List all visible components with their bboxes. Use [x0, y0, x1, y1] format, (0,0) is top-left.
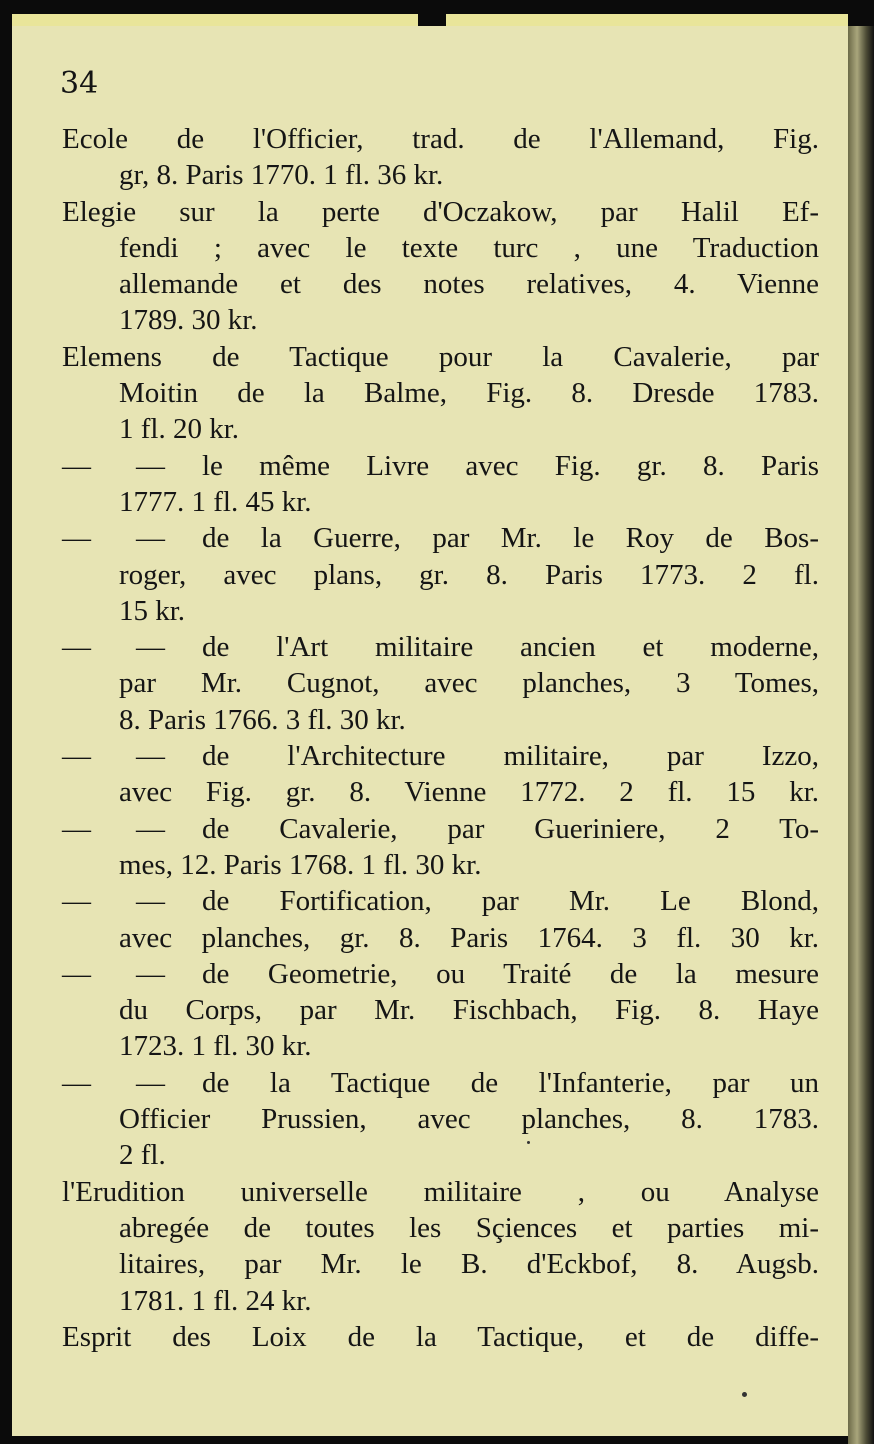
ditto-dash: —: [136, 522, 165, 555]
entry-continuation-line: 8. Paris 1766. 3 fl. 30 kr.: [119, 703, 406, 736]
ditto-dash: —: [136, 885, 165, 918]
ink-speck: [527, 1141, 530, 1144]
entry-continuation-line: Officier Prussien, avec planches, 8. 1783.: [119, 1103, 819, 1136]
catalogue-entry: [62, 1319, 819, 1355]
entry-title: de l'Architecture militaire, par Izzo,: [202, 740, 819, 773]
catalogue-entry: [62, 1065, 819, 1174]
entry-continuation-line: 15 kr.: [119, 594, 186, 627]
catalogue-entry: [62, 448, 819, 521]
ditto-dash: —: [62, 740, 91, 773]
entry-title: le même Livre avec Fig. gr. 8. Paris: [202, 449, 819, 482]
entry-title: Elegie sur la perte d'Oczakow, par Halil Ef-: [62, 195, 819, 228]
entry-continuation-line: avec planches, gr. 8. Paris 1764. 3 fl. 30 kr.: [119, 921, 819, 954]
ditto-dash: —: [62, 1066, 91, 1099]
entry-first-line: [62, 629, 819, 665]
entry-first-line: [62, 1065, 819, 1101]
entry-title: de Cavalerie, par Gueriniere, 2 To-: [202, 812, 819, 845]
entry-title: Ecole de l'Officier, trad. de l'Allemand, Fig.: [62, 123, 819, 155]
page-number: 34: [60, 66, 99, 101]
catalogue-entry: [62, 738, 819, 811]
ditto-dash: —: [136, 449, 165, 482]
entry-continuation-line: 2 fl.: [119, 1139, 166, 1172]
catalogue-entry: [62, 811, 819, 884]
binding-mark: [418, 14, 446, 26]
entry-first-line: [62, 448, 819, 484]
entry-title: Elemens de Tactique pour la Cavalerie, par: [62, 340, 819, 373]
entry-title: de l'Art militaire ancien et moderne,: [202, 631, 819, 664]
catalogue-entry: [62, 629, 819, 738]
entry-title: de Fortification, par Mr. Le Blond,: [202, 885, 819, 918]
entry-continuation-line: roger, avec plans, gr. 8. Paris 1773. 2 fl.: [119, 558, 819, 591]
ditto-dash: —: [62, 957, 91, 990]
entry-title: Esprit des Loix de la Tactique, et de diffe-: [62, 1320, 819, 1353]
entry-title: de Geometrie, ou Traité de la mesure: [202, 957, 819, 990]
ditto-dash: —: [62, 449, 91, 482]
catalogue-entry: [62, 339, 819, 448]
ditto-dash: —: [136, 812, 165, 845]
ditto-dash: —: [136, 1066, 165, 1099]
entry-title: de la Tactique de l'Infanterie, par un: [202, 1066, 819, 1099]
entry-continuation-line: 1777. 1 fl. 45 kr.: [119, 485, 312, 518]
ditto-dash: —: [136, 740, 165, 773]
entry-continuation-line: abregée de toutes les Sçiences et parties mi-: [119, 1211, 819, 1244]
ditto-dash: —: [62, 885, 91, 918]
entry-continuation-line: 1789. 30 kr.: [119, 304, 258, 337]
catalogue-entry: [62, 121, 819, 194]
entry-first-line: [62, 811, 819, 847]
entry-continuation-line: 1723. 1 fl. 30 kr.: [119, 1030, 312, 1063]
catalogue-entry: [62, 1174, 819, 1319]
ditto-dash: —: [136, 957, 165, 990]
entry-continuation-line: 1781. 1 fl. 24 kr.: [119, 1284, 312, 1317]
entry-continuation-line: 1 fl. 20 kr.: [119, 413, 240, 446]
entry-continuation-line: du Corps, par Mr. Fischbach, Fig. 8. Haye: [119, 994, 819, 1027]
ditto-dash: —: [62, 631, 91, 664]
entry-continuation-line: mes, 12. Paris 1768. 1 fl. 30 kr.: [119, 848, 482, 881]
catalogue-entry: [62, 883, 819, 956]
entry-first-line: [62, 883, 819, 919]
catalogue-entry: [62, 194, 819, 339]
ditto-dash: —: [62, 522, 91, 555]
ink-speck: [742, 1392, 747, 1397]
entry-first-line: [62, 520, 819, 556]
catalogue-entry: [62, 520, 819, 629]
entry-title: de la Guerre, par Mr. le Roy de Bos-: [202, 522, 819, 555]
entry-continuation-line: par Mr. Cugnot, avec planches, 3 Tomes,: [119, 667, 819, 700]
entry-continuation-line: fendi ; avec le texte turc , une Traduction: [119, 231, 819, 264]
ditto-dash: —: [136, 631, 165, 664]
entry-continuation-line: litaires, par Mr. le B. d'Eckbof, 8. Augsb.: [119, 1248, 819, 1281]
catalogue-entries: [62, 121, 819, 1355]
entry-continuation-line: avec Fig. gr. 8. Vienne 1772. 2 fl. 15 kr.: [119, 776, 819, 809]
catalogue-entry: [62, 956, 819, 1065]
entry-continuation-line: gr, 8. Paris 1770. 1 fl. 36 kr.: [119, 159, 444, 192]
entry-continuation-line: Moitin de la Balme, Fig. 8. Dresde 1783.: [119, 377, 819, 410]
entry-first-line: [62, 738, 819, 774]
entry-continuation-line: allemande et des notes relatives, 4. Vienne: [119, 268, 819, 301]
entry-title: l'Erudition universelle militaire , ou Analyse: [62, 1175, 819, 1208]
page-gutter: [848, 26, 874, 1444]
ditto-dash: —: [62, 812, 91, 845]
entry-first-line: [62, 956, 819, 992]
